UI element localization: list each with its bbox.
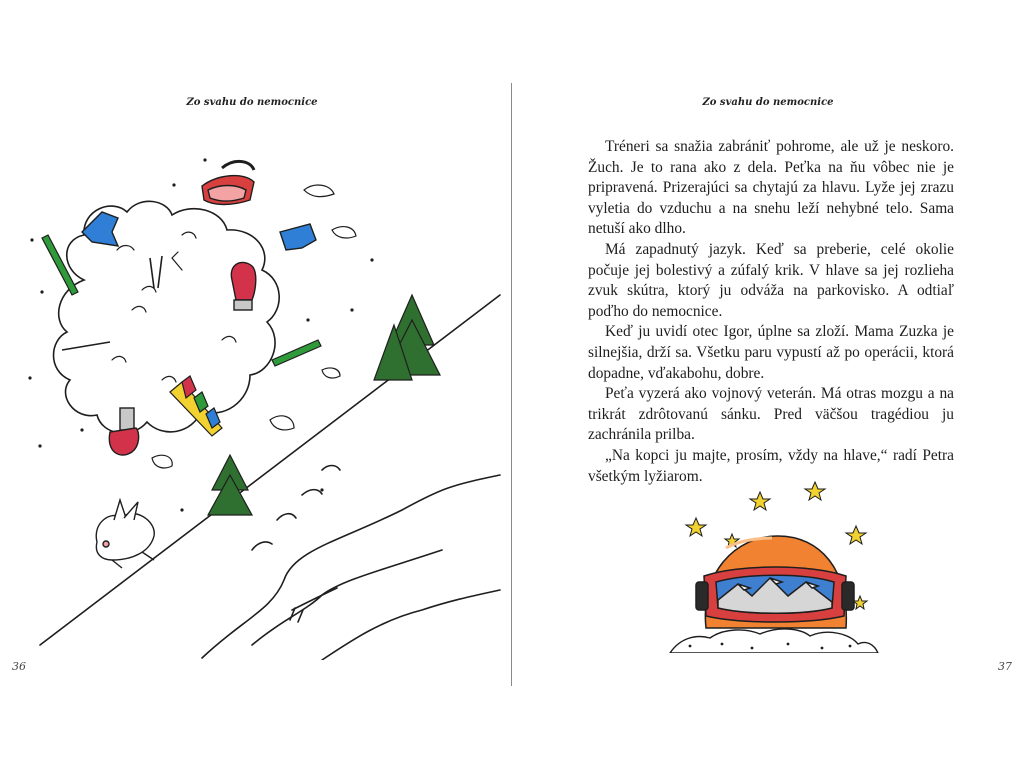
story-text [588, 137, 954, 487]
paragraph: Tréneri sa snažia zabrániť pohrome, ale už je neskoro. Žuch. Je to rana ako z dela. Peťka na ňu vôbec nie je pripravená. Prizerajúci sa chytajú za hlavu. Lyže jej zrazu vyletia do vzduchu a na snehu leží nehybné telo. Sama netuší ako dlho. [588, 138, 954, 238]
gutter-line [511, 83, 512, 686]
paragraph: Peťa vyzerá ako vojnový veterán. Má otras mozgu a na trikrát zdrôtovanú sánku. Pred väčšou tragédiou ju zachránila prilba. [588, 385, 954, 444]
tree-upper [374, 295, 440, 380]
goggles-flying [202, 161, 254, 204]
goggles [696, 567, 854, 622]
rabbit [96, 500, 154, 568]
page-number-right: 37 [998, 660, 1012, 673]
paragraph: „Na kopci ju majte, prosím, vždy na hlave,“ radí Petra všetkým lyžiarom. [588, 446, 954, 485]
ski-boot-right [280, 224, 316, 250]
avalanche-illustration [22, 140, 510, 660]
page-number-left: 36 [12, 660, 26, 673]
helmet-illustration [660, 478, 880, 653]
running-head-right: Zo svahu do nemocnice [702, 97, 834, 108]
mitten-top [231, 262, 255, 310]
paragraph: Má zapadnutý jazyk. Keď sa preberie, celé okolie počuje jej bolestivý a zúfalý krik. V hlave sa jej rozlieha zvuk skútra, ktorý ju odváža na parkovisko. A odtiaľ poďho do nemocnice. [588, 240, 954, 320]
snow-mound [670, 629, 878, 653]
paragraph: Keď ju uvidí otec Igor, úplne sa zloží. Mama Zuzka je silnejšia, drží sa. Všetku paru vypustí až po operácii, ktorá dopadne, vďakabohu, dobre. [588, 323, 954, 382]
tree-lower [208, 455, 252, 515]
running-head-left: Zo svahu do nemocnice [186, 97, 318, 108]
